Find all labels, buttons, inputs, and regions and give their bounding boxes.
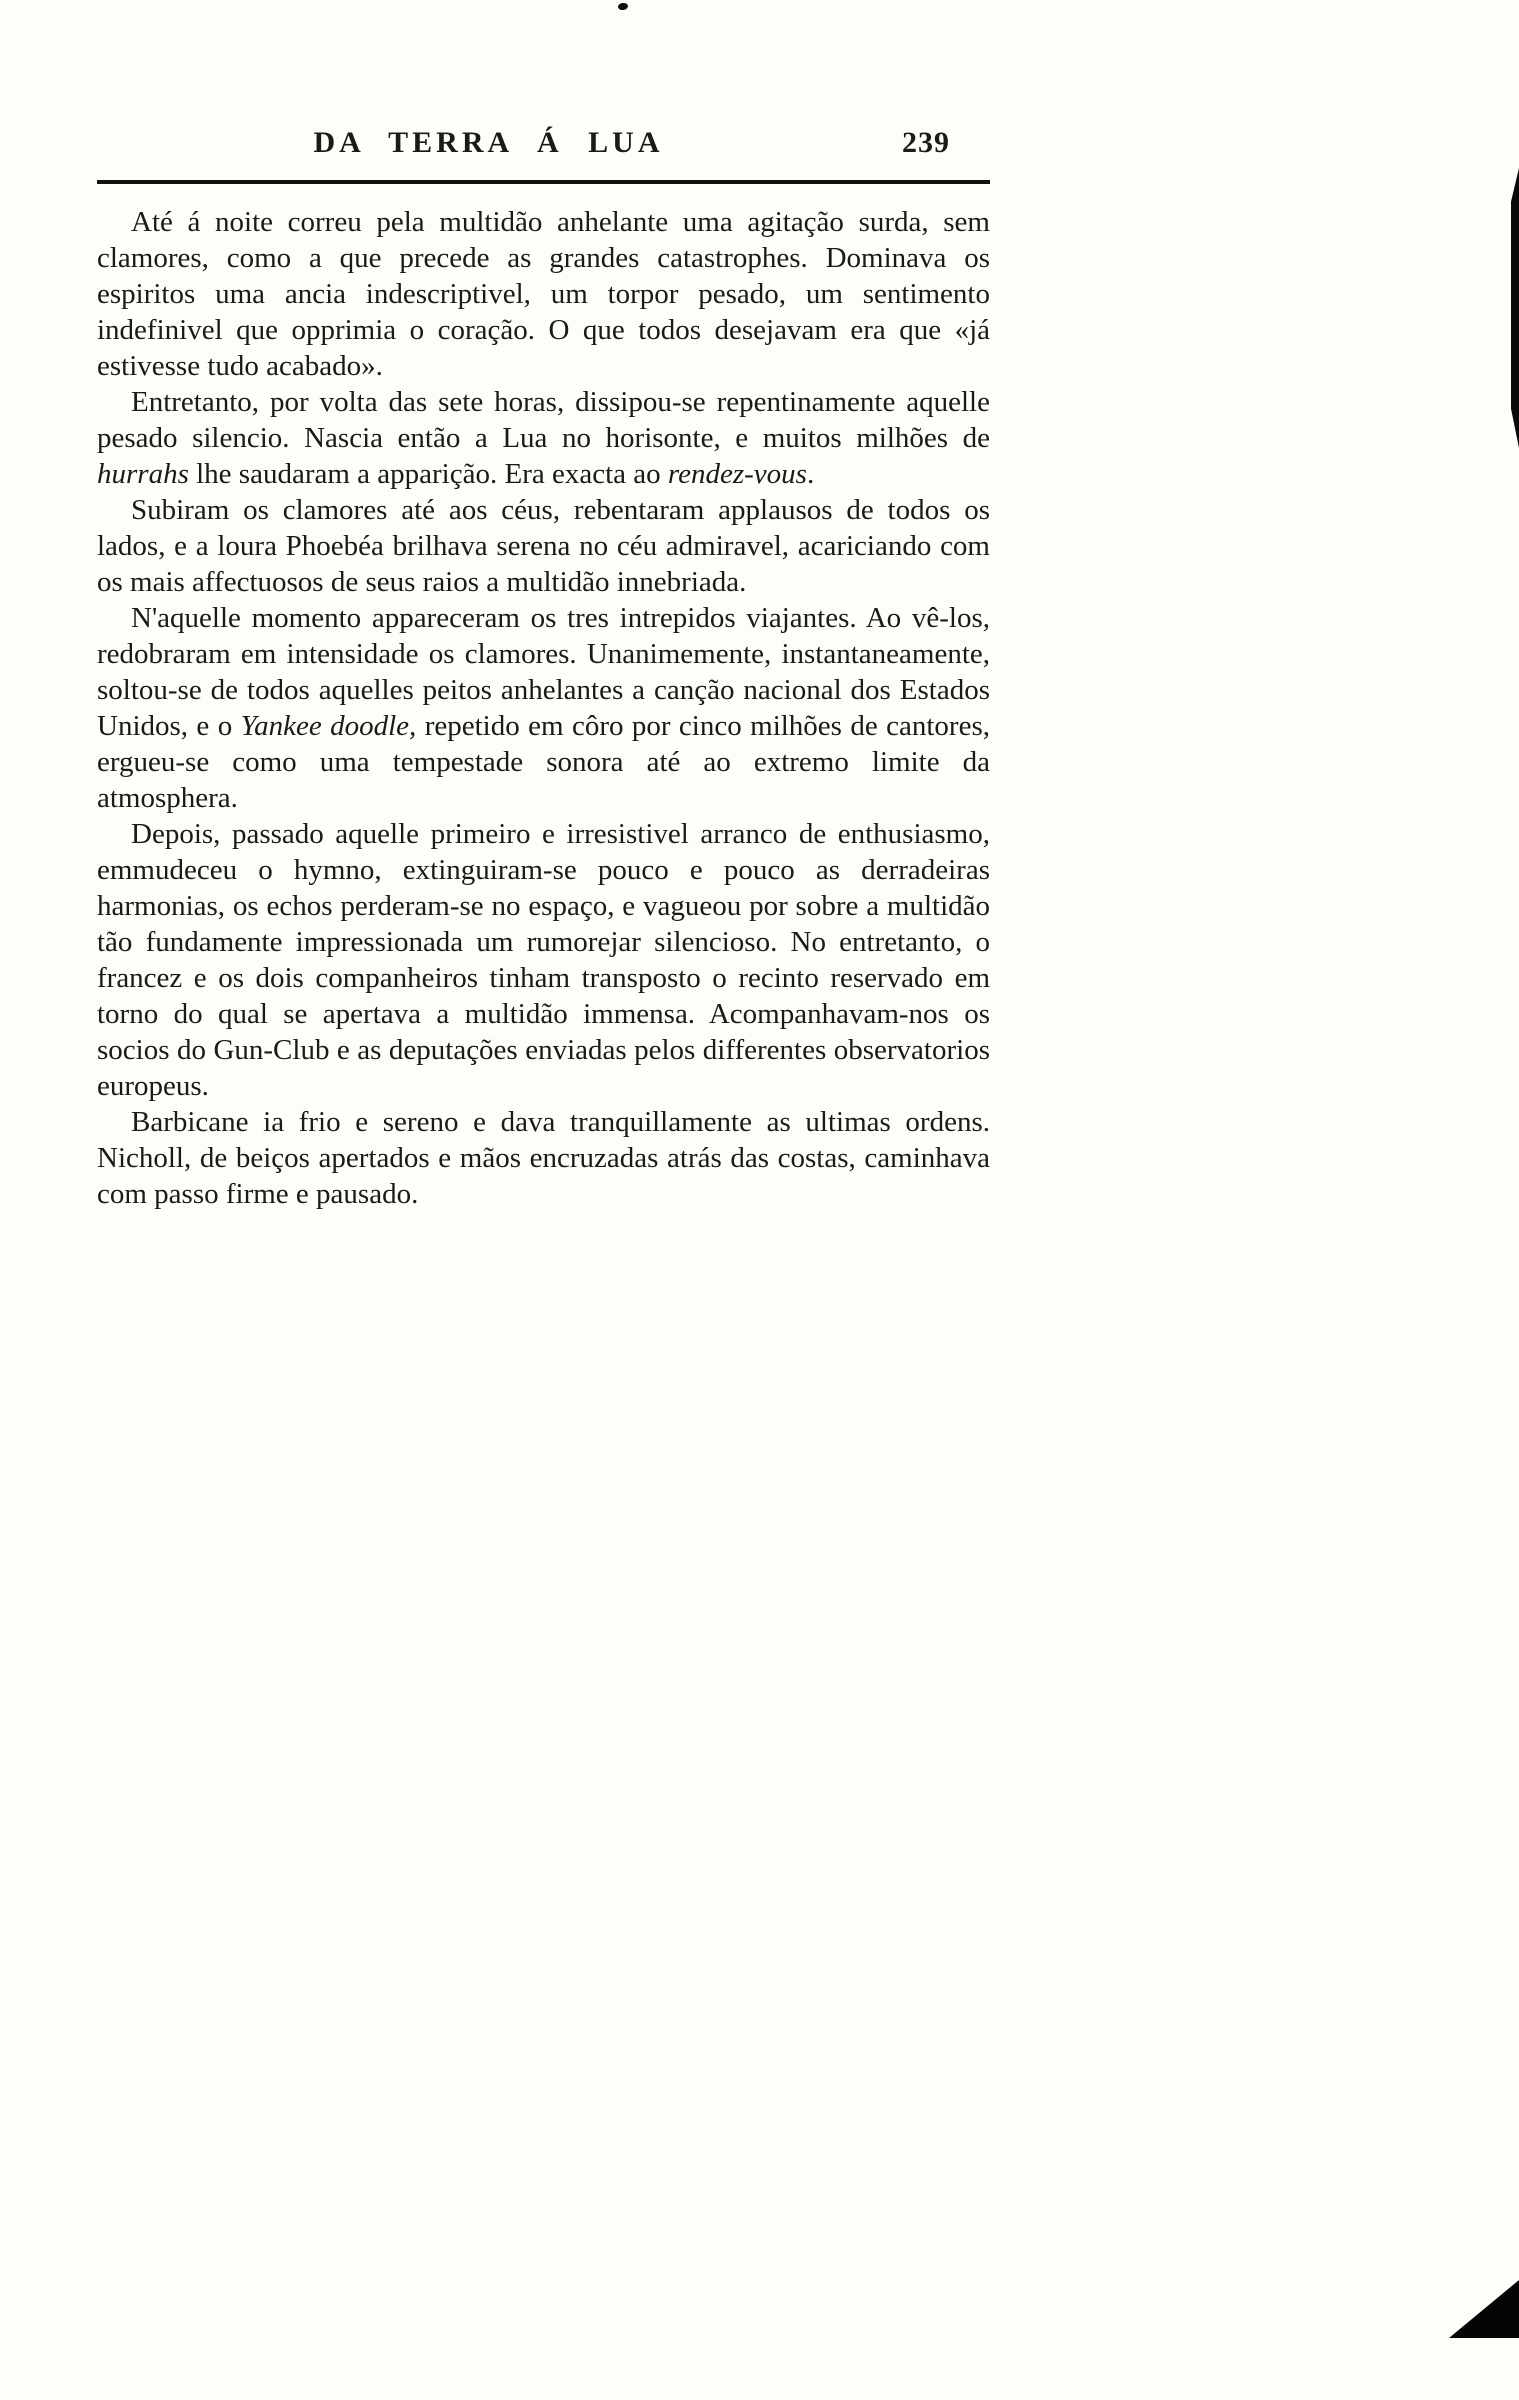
text-segment: Até á noite correu pela multidão anhelante uma agitação surda, sem clamores, como a que precede as grandes catastrophes. Dominava os espiritos uma ancia indescriptivel, um torpor pesado, um sentimento indefinivel que opprimia o coração. O que todos desejavam era que «já estivesse tudo acabado».	[97, 206, 990, 382]
page-number: 239	[902, 126, 950, 159]
page-body	[97, 204, 990, 1212]
paragraph-2	[97, 384, 990, 492]
text-segment: repetido em côro por cinco milhões de cantores, ergueu-se como uma tempestade sonora até ao extremo limite da atmosphera.	[97, 710, 990, 814]
italic-text-segment: rendez-vous	[667, 458, 807, 490]
text-column	[97, 126, 990, 1212]
italic-text-segment: Yankee doodle,	[240, 710, 417, 742]
text-segment: Barbicane ia frio e sereno e dava tranquillamente as ultimas ordens. Nicholl, de beiços apertados e mãos encruzadas atrás das costas, caminhava com passo firme e pausado.	[97, 1106, 990, 1210]
page-corner-shadow-artifact	[1449, 2280, 1519, 2338]
ink-dot-artifact	[618, 2, 629, 10]
italic-text-segment: hurrahs	[97, 458, 189, 490]
paragraph-3	[97, 492, 990, 600]
text-segment: .	[806, 458, 815, 490]
page-edge-shadow-artifact	[1511, 168, 1519, 448]
text-segment: Subiram os clamores até aos céus, rebentaram applausos de todos os lados, e a loura Phoebéa brilhava serena no céu admiravel, acariciando com os mais affectuosos de seus raios a multidão innebriada.	[97, 494, 990, 598]
paragraph-5	[97, 816, 990, 1104]
text-segment: lhe saudaram a apparição. Era exacta ao	[188, 458, 668, 490]
running-head	[97, 126, 990, 172]
paragraph-1	[97, 204, 990, 384]
header-rule-divider	[97, 180, 990, 184]
page-title: DA TERRA Á LUA	[313, 126, 664, 159]
text-segment: Entretanto, por volta das sete horas, dissipou-se repentinamente aquelle pesado silencio. Nascia então a Lua no horisonte, e muitos milhões de	[97, 386, 990, 454]
paragraph-4	[97, 600, 990, 816]
text-segment: N'aquelle momento appareceram os tres intrepidos viajantes. Ao vê-los, redobraram em intensidade os clamores. Unanimemente, instantaneamente, soltou-se de todos aquelles peitos anhelantes a canção nacional dos Estados Unidos, e o	[97, 602, 990, 742]
text-segment: Depois, passado aquelle primeiro e irresistivel arranco de enthusiasmo, emmudeceu o hymno, extinguiram-se pouco e pouco as derradeiras harmonias, os echos perderam-se no espaço, e vagueou por sobre a multidão tão fundamente impressionada um rumorejar silencioso. No entretanto, o francez e os dois companheiros tinham transposto o recinto reservado em torno do qual se apertava a multidão immensa. Acompanhavam-nos os socios do Gun-Club e as deputações enviadas pelos differentes observatorios europeus.	[97, 818, 990, 1102]
paragraph-6	[97, 1104, 990, 1212]
